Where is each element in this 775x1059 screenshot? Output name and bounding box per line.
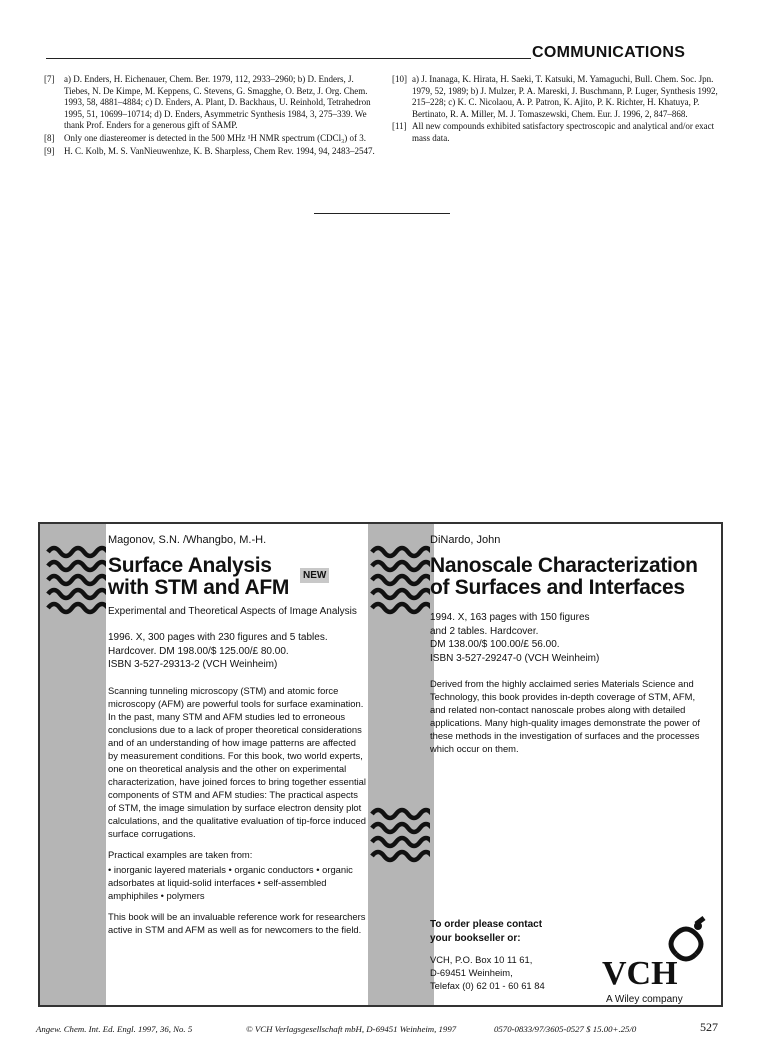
reference-text: a) D. Enders, H. Eichenauer, Chem. Ber. 1979, 112, 2933–2960; b) D. Enders, J. Tiebes, N. De Kimpe, M. Keppens, C. Stevens, G. Smagghe, O. Betz, J. Org. Chem. 1993, 58, 4881–4884; c) D. Enders, A. Plant, D. Backhaus, U. Reinhold, Tetrahedron 1995, 51, 10699–10714; d) D. Enders, Asymmetric Synthesis 1984, 3, 275–339. We thank Prof. Enders for a generous gift of SAMP. (64, 74, 371, 131)
advertisement-box (38, 522, 723, 1007)
book1-title-line2: with STM and AFM (108, 576, 290, 599)
book2-spec-line: DM 138.00/$ 100.00/£ 56.00. (430, 639, 560, 650)
vch-emblem-icon (600, 914, 718, 1004)
order-heading-line2: your bookseller or: (430, 932, 521, 944)
book2-author: DiNardo, John (430, 534, 501, 546)
book2-title-line1: Nanoscale Characterization (430, 554, 698, 577)
footer-copyright: © VCH Verlagsgesellschaft mbH, D-69451 Weinheim, 1997 (246, 1024, 457, 1034)
book1-description: Scanning tunneling microscopy (STM) and atomic force microscopy (AFM) are powerful tools for surface examination. In the past, many STM and AFM studies led to erroneous conclusions due to a lack of proper theoretical considerations and of an understanding of how image patterns are affected by measurement conditions. For this book, two world experts, one on theoretical analysis and the other on experimental characterization, have joined forces to bring together essential components of STM and AFM studies: The practical aspects of STM, the image simulation by surface electron density plot calculations, and the qualitative evaluation of tip-force induced surface corrugations. (108, 684, 366, 839)
page-number: 527 (700, 1020, 718, 1034)
vch-logo (600, 914, 718, 1004)
reference-number: [9] (44, 145, 55, 156)
book2-specs (430, 611, 712, 665)
book1-examples-heading: Practical examples are taken from: (108, 848, 253, 860)
book2-column (430, 534, 712, 763)
section-divider (314, 213, 450, 214)
book-pattern-icon (46, 544, 106, 622)
order-address-line: VCH, P.O. Box 10 11 61, (430, 954, 533, 965)
book2-description: Derived from the highly acclaimed series Materials Science and Technology, this book provides in-depth coverage of STM, AFM, and related non-contact nanoscale probes along with detailed applications. Many high-quality images demonstrate the power of these methods in the investigation of surfaces and the processes which occur on them. (430, 678, 700, 754)
footer-code: 0570-0833/97/3605-0527 $ 15.00+.25/0 (494, 1024, 637, 1034)
reference-text: H. C. Kolb, M. S. VanNieuwenhze, K. B. Sharpless, Chem Rev. 1994, 94, 2483–2547. (64, 145, 375, 156)
reference-item (44, 74, 376, 132)
reference-text: a) J. Inanaga, K. Hirata, H. Saeki, T. Katsuki, M. Yamaguchi, Bull. Chem. Soc. Jpn. 1979, 52, 1989; b) J. Mulzer, P. A. Mareski, J. Buschmann, P. Luger, Synthesis 1992, 215–228; c) K. C. Nicolaou, A. P. Patron, K. Ajito, P. K. Richter, H. Khatuya, P. Bertinato, R. A. Miller, M. J. Tomaszewski, Chem. Eur. J. 1996, 2, 847–868. (412, 74, 718, 119)
reference-number: [8] (44, 132, 55, 143)
references-right-column (392, 74, 722, 146)
book1-column (108, 534, 366, 944)
order-info (430, 918, 610, 992)
book-pattern-icon (370, 544, 430, 622)
book2-spec-line: 1994. X, 163 pages with 150 figures (430, 612, 590, 623)
reference-item (392, 74, 722, 120)
reference-number: [7] (44, 74, 55, 84)
book2-title-line2: of Surfaces and Interfaces (430, 576, 685, 599)
reference-item (44, 146, 376, 158)
reference-item (44, 133, 376, 145)
book1-specs (108, 631, 366, 672)
book1-spec-line: Hardcover. DM 198.00/$ 125.00/£ 80.00. (108, 645, 289, 657)
book1-isbn: ISBN 3-527-29313-2 (VCH Weinheim) (108, 659, 278, 670)
book1-title-line1: Surface Analysis (108, 554, 272, 577)
reference-number: [10] (392, 74, 407, 84)
vch-logo-text: VCH (602, 955, 678, 992)
book1-closing: This book will be an invaluable reference work for researchers active in STM and AFM as well as for newcomers to the field. (108, 910, 366, 935)
section-header: COMMUNICATIONS (532, 44, 686, 61)
book1-examples-list: • inorganic layered materials • organic conductors • organic adsorbates at liquid-solid interfaces • self-assembled amphiphiles • polymers (108, 863, 353, 901)
reference-text: Only one diastereomer is detected in the 500 MHz ¹H NMR spectrum (CDCl₃) of 3. (64, 132, 367, 143)
reference-item (392, 121, 722, 144)
order-telefax: Telefax (0) 62 01 - 60 61 84 (430, 980, 545, 991)
reference-number: [11] (392, 121, 407, 132)
header-rule (46, 58, 531, 59)
vch-tagline: A Wiley company (606, 994, 683, 1004)
new-badge: NEW (300, 568, 329, 583)
book2-title (430, 555, 712, 599)
order-heading (430, 918, 610, 945)
reference-text: All new compounds exhibited satisfactory spectroscopic and analytical and/or exact mass data. (412, 121, 715, 143)
order-heading-line1: To order please contact (430, 919, 543, 930)
book1-subtitle: Experimental and Theoretical Aspects of Image Analysis (108, 606, 357, 617)
book1-author: Magonov, S.N. /Whangbo, M.-H. (108, 534, 267, 546)
references-left-column (44, 74, 376, 158)
book2-isbn: ISBN 3-527-29247-0 (VCH Weinheim) (430, 652, 600, 664)
order-address-line: D-69451 Weinheim, (430, 967, 513, 978)
book1-spec-line: 1996. X, 300 pages with 230 figures and 5 tables. (108, 632, 328, 643)
book-pattern-icon (370, 806, 430, 870)
book2-spec-line: and 2 tables. Hardcover. (430, 625, 539, 637)
footer-journal: Angew. Chem. Int. Ed. Engl. 1997, 36, No. 5 (36, 1024, 193, 1034)
